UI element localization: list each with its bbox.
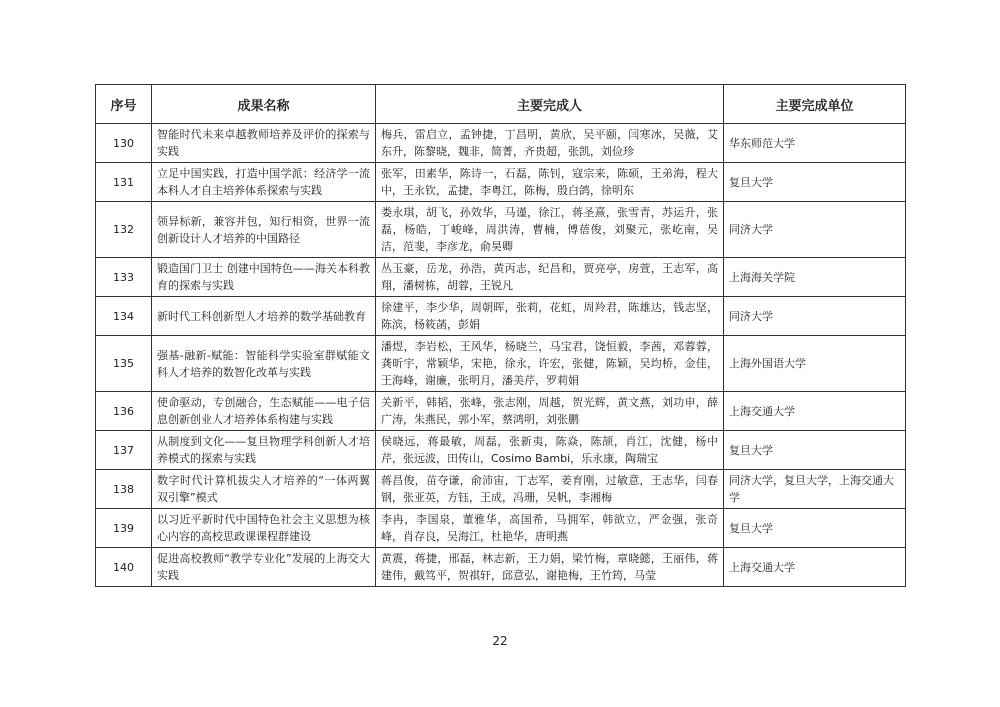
contributors-cell: 张军，田素华，陈诗一，石磊，陈钊，寇宗来，陈硕，王弟海，程大中，王永钦，孟捷，李粤江，陈梅，殷白鸽，徐明东 [376, 163, 724, 202]
institution-cell: 复旦大学 [724, 509, 906, 548]
contributors-cell: 关新平，韩韬，张峰，张志刚，周越，贺光辉，黄文燕，刘功申，薛广涛，朱燕民，郭小军，蔡鸿明，刘张鹏 [376, 392, 724, 431]
institution-cell: 华东师范大学 [724, 124, 906, 163]
institution-cell: 同济大学 [724, 297, 906, 336]
achievement-name-cell: 使命驱动，专创融合，生态赋能——电子信息创新创业人才培养体系构建与实践 [152, 392, 376, 431]
achievement-name-cell: 智能时代未来卓越教师培养及评价的探索与实践 [152, 124, 376, 163]
institution-cell: 上海交通大学 [724, 392, 906, 431]
contributors-cell: 娄永琪，胡飞，孙效华，马谨，徐江，蒋圣熹，张雪青，苏运升，张磊，杨皓，丁峻峰，周洪涛，曹楠，傅蓓俊，刘聚元，张屹南，吴洁，范斐，李彦龙，俞昊卿 [376, 202, 724, 258]
achievement-name-cell: 立足中国实践，打造中国学派：经济学一流本科人才自主培养体系探索与实践 [152, 163, 376, 202]
institution-cell: 同济大学 [724, 202, 906, 258]
serial-number-cell: 134 [96, 297, 152, 336]
table-row [96, 509, 906, 548]
table-row [96, 336, 906, 392]
achievement-name-cell: 数字时代计算机拔尖人才培养的“一体两翼双引擎”模式 [152, 470, 376, 509]
table-header-row [96, 85, 906, 124]
serial-number-cell: 139 [96, 509, 152, 548]
serial-number-cell: 140 [96, 548, 152, 587]
institution-cell: 复旦大学 [724, 163, 906, 202]
contributors-cell: 丛玉豪，岳龙，孙浩，黄丙志，纪昌和，贾亮亭，房萱，王志军，高翔，潘树栋，胡蓉，王锐凡 [376, 258, 724, 297]
table-row [96, 258, 906, 297]
table-row [96, 548, 906, 587]
contributors-cell: 黄震，蒋捷，邢磊，林志新，王力娟，梁竹梅，章晓懿，王丽伟，蒋建伟，戴笃平，贺祺轩，邱意弘，谢艳梅，王竹筠，马莹 [376, 548, 724, 587]
contributors-cell: 徐建平，李少华，周朝晖，张莉，花虹，周羚君，陈雄达，钱志坚，陈滨，杨筱菡，彭娟 [376, 297, 724, 336]
serial-number-cell: 132 [96, 202, 152, 258]
achievement-name-cell: 强基-融新-赋能：智能科学实验室群赋能文科人才培养的数智化改革与实践 [152, 336, 376, 392]
achievement-name-cell: 新时代工科创新型人才培养的数学基础教育 [152, 297, 376, 336]
table-row [96, 297, 906, 336]
serial-number-cell: 130 [96, 124, 152, 163]
contributors-cell: 李冉，李国泉，董雅华，高国希，马拥军，韩欲立，严金强，张奇峰，肖存良，吴海江，杜艳华，唐明燕 [376, 509, 724, 548]
table-row [96, 392, 906, 431]
achievement-name-cell: 锻造国门卫士 创建中国特色——海关本科教育的探索与实践 [152, 258, 376, 297]
serial-number-cell: 133 [96, 258, 152, 297]
page-number: 22 [492, 634, 508, 648]
institution-cell: 上海外国语大学 [724, 336, 906, 392]
header-main-institutions: 主要完成单位 [724, 85, 906, 124]
serial-number-cell: 135 [96, 336, 152, 392]
contributors-cell: 梅兵，雷启立，孟钟捷，丁昌明，黄欣，吴平颐，闫寒冰，吴薇，艾东升，陈黎晓，魏非，简菁，齐贵超，张凯，刘俭珍 [376, 124, 724, 163]
institution-cell: 上海交通大学 [724, 548, 906, 587]
table-row [96, 470, 906, 509]
header-serial-number: 序号 [96, 85, 152, 124]
table-row [96, 202, 906, 258]
contributors-cell: 潘煜，李岩松，王风华，杨晓兰，马宝君，饶恒毅，李茜，邓蓉蓉，龚昕宇，常颖华，宋艳，徐永，许宏，张健，陈颖，吴均桥，金佳，王海峰，谢廉，张明月，潘美芹，罗莉娟 [376, 336, 724, 392]
header-achievement-name: 成果名称 [152, 85, 376, 124]
achievements-table [95, 84, 906, 587]
institution-cell: 复旦大学 [724, 431, 906, 470]
achievement-name-cell: 以习近平新时代中国特色社会主义思想为核心内容的高校思政课课程群建设 [152, 509, 376, 548]
institution-cell: 上海海关学院 [724, 258, 906, 297]
contributors-cell: 侯晓远，蒋最敏，周磊，张新夷，陈焱，陈颉，肖江，沈健，杨中芹，张远波，田传山，Cosimo Bambi，乐永康，陶瑞宝 [376, 431, 724, 470]
institution-cell: 同济大学，复旦大学，上海交通大学 [724, 470, 906, 509]
achievement-name-cell: 从制度到文化——复旦物理学科创新人才培养模式的探索与实践 [152, 431, 376, 470]
serial-number-cell: 138 [96, 470, 152, 509]
achievement-name-cell: 促进高校教师“教学专业化”发展的上海交大实践 [152, 548, 376, 587]
serial-number-cell: 137 [96, 431, 152, 470]
table-row [96, 124, 906, 163]
achievement-name-cell: 领异标新，兼容并包，知行相资，世界一流创新设计人才培养的中国路径 [152, 202, 376, 258]
serial-number-cell: 131 [96, 163, 152, 202]
table-row [96, 431, 906, 470]
serial-number-cell: 136 [96, 392, 152, 431]
table-row [96, 163, 906, 202]
contributors-cell: 蒋昌俊，苗夺谦，俞沛宙，丁志军，姜育刚，过敏意，王志华，闫春钢，张亚英，方钰，王成，冯珊，吴帆，李湘梅 [376, 470, 724, 509]
header-main-contributors: 主要完成人 [376, 85, 724, 124]
